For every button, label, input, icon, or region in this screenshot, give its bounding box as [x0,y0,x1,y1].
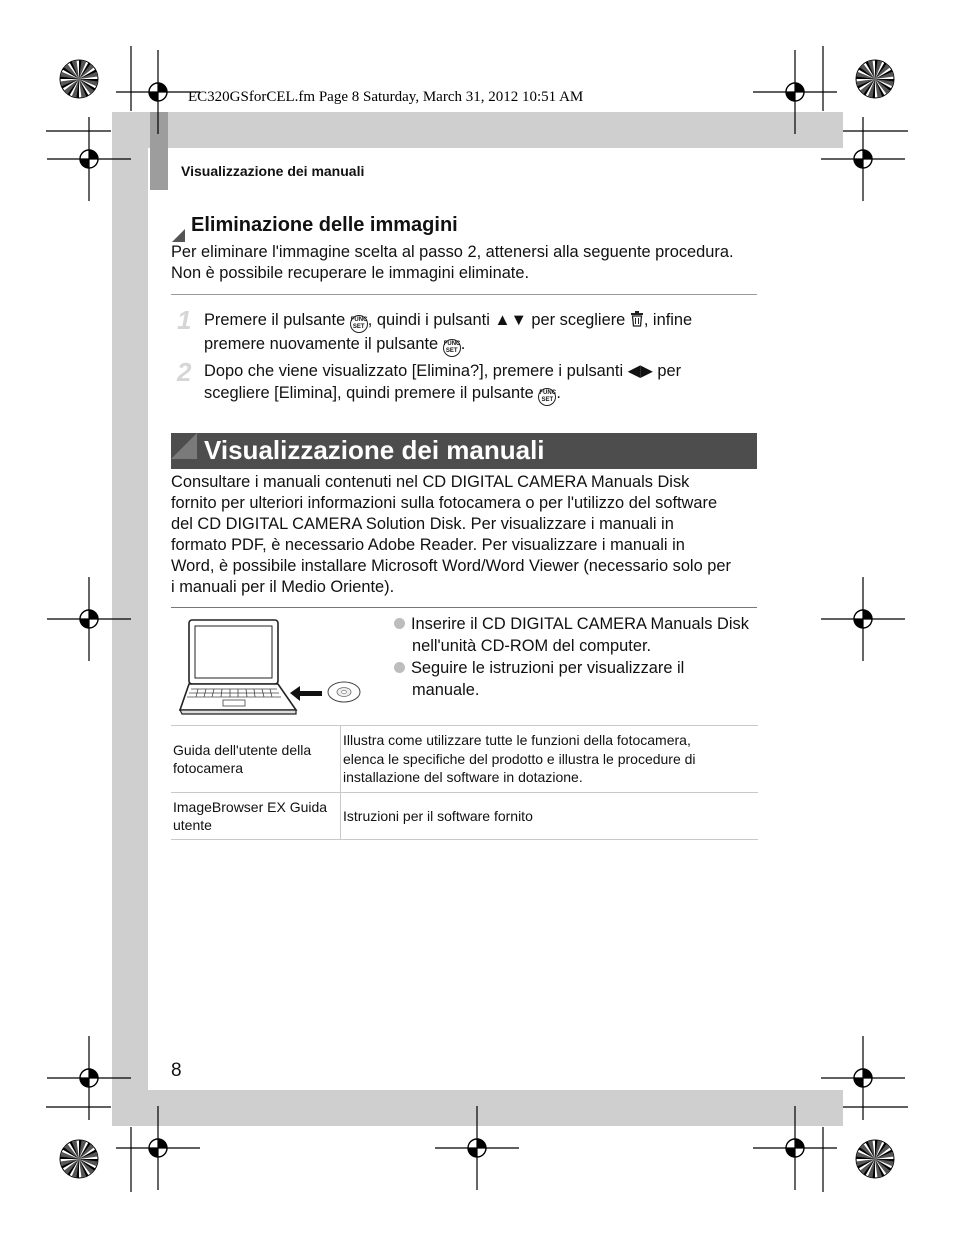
table-cell-name: Guida dell'utente della fotocamera [171,726,341,793]
left-right-arrows-icon: ◀▶ [627,362,653,380]
list-item: Seguire le istruzioni per visualizzare il manuale. [394,657,764,701]
manuals-paragraph: Consultare i manuali contenuti nel CD DIGITAL CAMERA Manuals Disk fornito per ulteriori informazioni sulla fotocamera o per l'utilizzo del software del CD DIGITAL CAMERA Solution Disk. Per visualizzare i manuali in formato PDF, è necessario Adobe Reader. Per visualizzare i manuali in Word, è possibile installare Microsoft Word/Word Viewer (necessario solo per i manuali per il Medio Oriente). [171,473,731,596]
print-header: EC320GSforCEL.fm Page 8 Saturday, March 31, 2012 10:51 AM [188,89,584,105]
func-set-icon: FUNC SET [443,339,461,357]
deletion-intro: Per eliminare l'immagine scelta al passo 2, attenersi alla seguente procedura. Non è possibile recuperare le immagini eliminate. [171,243,734,282]
func-set-icon: FUNC SET [350,315,368,333]
step-2-text: Dopo che viene visualizzato [Elimina?], premere i pulsanti ◀▶ per scegliere [Elimina], quindi premere il pulsante FUNC SET . [204,360,764,406]
step-number: 1 [177,305,192,335]
func-set-icon: FUNC SET [538,388,556,406]
step-number: 2 [177,357,192,387]
table-cell-desc: Istruzioni per il software fornito [343,807,533,824]
table-cell-name: ImageBrowser EX Guida utente [171,793,341,840]
page-number: 8 [171,1060,182,1081]
list-item: Inserire il CD DIGITAL CAMERA Manuals Disk nell'unità CD-ROM del computer. [394,613,764,657]
up-down-arrows-icon: ▲▼ [494,311,527,329]
section-title: Visualizzazione dei manuali [204,435,545,465]
running-head: Visualizzazione dei manuali [181,163,365,179]
step-1-text: Premere il pulsante FUNC SET , quindi i pulsanti ▲▼ per scegliere , infine premere nuovamente il pulsante FUNC SET . [204,309,764,357]
table-cell-desc: Illustra come utilizzare tutte le funzioni della fotocamera, elenca le specifiche del prodotto e illustra le procedure di installazione del software in dotazione. [343,732,696,786]
subheading-deletion: Eliminazione delle immagini [191,214,458,236]
